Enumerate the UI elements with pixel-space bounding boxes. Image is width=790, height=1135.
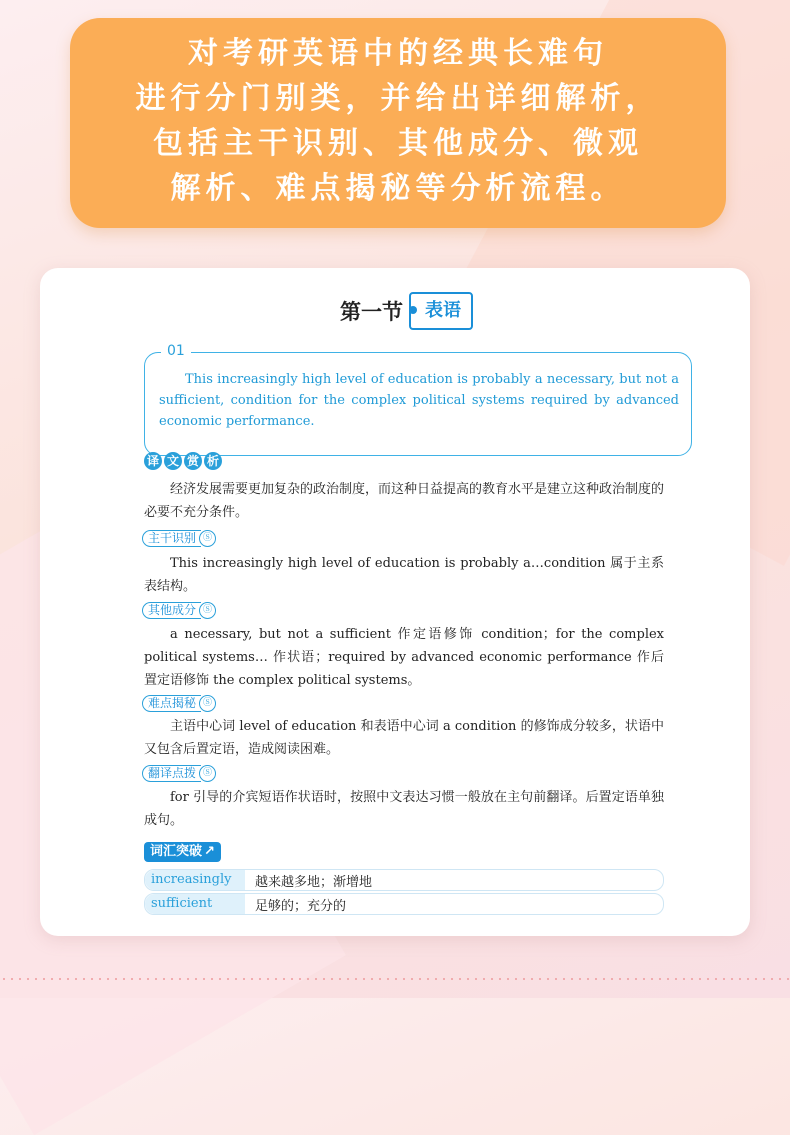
vocab-word: increasingly: [145, 870, 245, 890]
vocab-word: sufficient: [145, 894, 245, 914]
difficulty-text: 主语中心词 level of education 和表语中心词 a condition 的修饰成分较多，状语中又包含后置定语，造成阅读困难。: [144, 719, 664, 757]
banner-line: 进行分门别类，并给出详细解析，: [135, 81, 661, 116]
heading-char: 赏: [184, 452, 202, 470]
translation-text: 经济发展需要更加复杂的政治制度，而这种日益提高的教育水平是建立这种政治制度的必要不充分条件。: [144, 482, 665, 520]
arrow-up-right-icon: ↗: [204, 844, 215, 859]
section-tag: 表语: [409, 292, 473, 330]
vocab-meaning: 足够的；充分的: [255, 898, 347, 914]
heading-char: 译: [144, 452, 162, 470]
banner-line: 对考研英语中的经典长难句: [188, 36, 608, 71]
sentence-text: This increasingly high level of education is probably a necessary, but not a sufficient, condition for the complex political systems required by advanced economic performance.: [159, 372, 679, 429]
translation-tip-label: [142, 764, 216, 782]
circle-s-icon: Ⓢ: [199, 602, 216, 619]
dotted-divider: [0, 978, 790, 980]
vocabulary-heading-text: 词汇突破: [150, 844, 203, 859]
circle-s-icon: Ⓢ: [199, 695, 216, 712]
label-text: 翻译点拨: [142, 765, 201, 782]
main-clause-label: [142, 529, 216, 547]
section-number: 第一节: [340, 300, 403, 324]
section-title: [340, 294, 473, 328]
translation-tip-text: for 引导的介宾短语作状语时，按照中文表达习惯一般放在主句前翻译。后置定语单独成句。: [144, 790, 664, 828]
other-components-label: [142, 601, 216, 619]
other-components-text: a necessary, but not a sufficient 作定语修饰 condition；for the complex political systems… 作状语；required by advanced economic performance 作后置定语修饰 the complex political systems。: [144, 627, 664, 688]
heading-char: 文: [164, 452, 182, 470]
banner-line: 包括主干识别、其他成分、微观: [153, 126, 643, 161]
banner-line: 解析、难点揭秘等分析流程。: [170, 171, 626, 206]
sentence-box: [144, 343, 692, 456]
vocab-row: [144, 893, 664, 915]
heading-char: 析: [204, 452, 222, 470]
circle-s-icon: Ⓢ: [199, 530, 216, 547]
book-page-card: [40, 268, 750, 936]
vocab-meaning: 越来越多地；渐增地: [255, 874, 373, 890]
label-text: 主干识别: [142, 530, 201, 547]
main-clause-text: This increasingly high level of education is probably a…condition 属于主系表结构。: [144, 556, 664, 594]
label-text: 其他成分: [142, 602, 201, 619]
translation-heading: [144, 452, 224, 470]
label-text: 难点揭秘: [142, 695, 201, 712]
circle-s-icon: Ⓢ: [199, 765, 216, 782]
vocabulary-heading: [144, 842, 221, 862]
vocab-row: [144, 869, 664, 891]
intro-banner: [70, 18, 726, 228]
difficulty-label: [142, 694, 216, 712]
sentence-number: 01: [161, 343, 191, 359]
